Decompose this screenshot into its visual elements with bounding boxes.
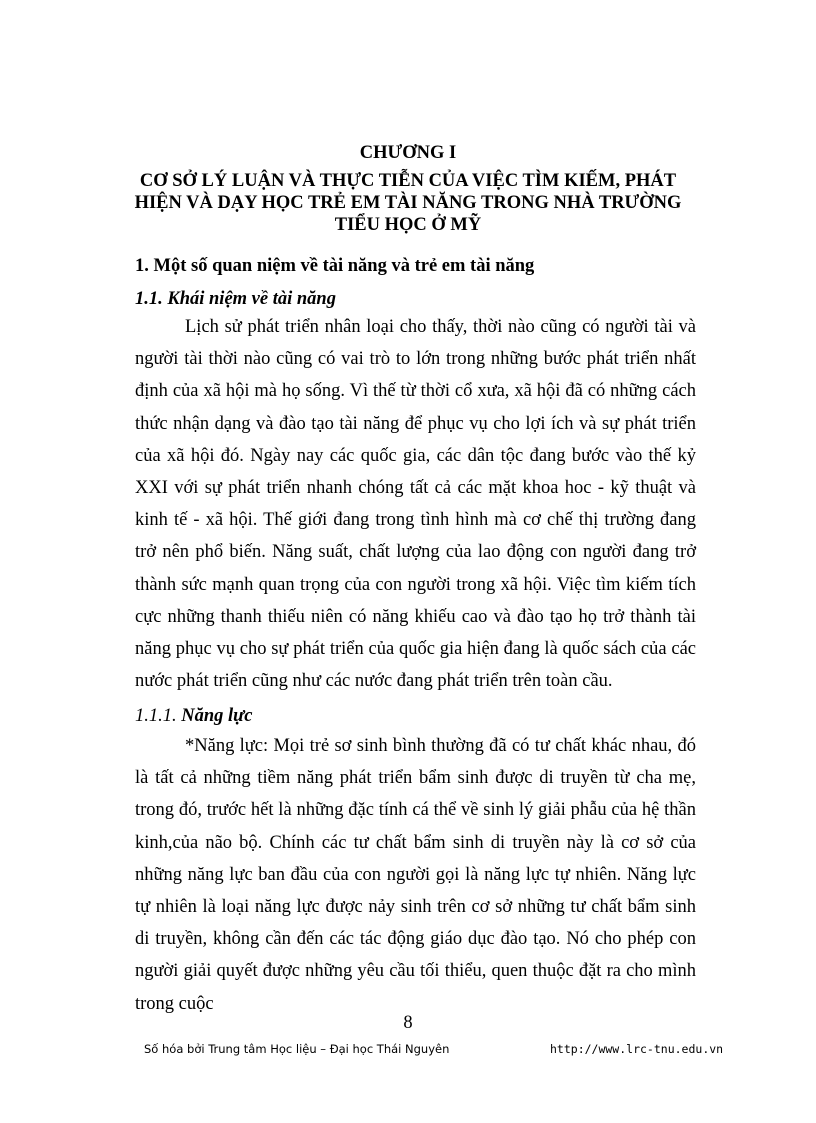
footer-credit: Số hóa bởi Trung tâm Học liệu – Đại học Thái Nguyên (144, 1042, 450, 1056)
subsection-heading: 1.1. Khái niệm về tài năng (135, 289, 336, 309)
chapter-title: CƠ SỞ LÝ LUẬN VÀ THỰC TIỄN CỦA VIỆC TÌM KIẾM, PHÁT HIỆN VÀ DẠY HỌC TRẺ EM TÀI NĂNG TRONG NHÀ TRƯỜNG TIỂU HỌC Ở MỸ (134, 171, 682, 235)
subsubsection-heading (135, 706, 695, 726)
subsubsection-number: 1.1.1. (135, 706, 177, 726)
section-heading: 1. Một số quan niệm về tài năng và trẻ em tài năng (135, 256, 535, 276)
subsubsection-title: Năng lực (181, 706, 253, 726)
body-paragraph: *Năng lực: Mọi trẻ sơ sinh bình thường đã có tư chất khác nhau, đó là tất cả những tiềm năng phát triển bẩm sinh được di truyền từ cha mẹ, trong đó, trước hết là những đặc tính cá thể về sinh lý giải phẫu của hệ thần kinh,của não bộ. Chính các tư chất bẩm sinh di truyền này là cơ sở của những năng lực ban đầu của con người gọi là năng lực tự nhiên. Năng lực tự nhiên là loại năng lực được nảy sinh trên cơ sở những tư chất bẩm sinh di truyền, không cần đến các tác động giáo dục đào tạo. Nó cho phép con người giải quyết được những yêu cầu tối thiểu, quen thuộc đặt ra cho mình trong cuộc (135, 736, 696, 1014)
page-number: 8 (403, 1013, 413, 1033)
footer-url[interactable]: http://www.lrc-tnu.edu.vn (550, 1042, 724, 1056)
body-paragraph: Lịch sử phát triển nhân loại cho thấy, thời nào cũng có người tài và người tài thời nào cũng có vai trò to lớn trong những bước phát triển nhất định của xã hội mà họ sống. Vì thế từ thời cổ xưa, xã hội đã có những cách thức nhận dạng và đào tạo tài năng để phục vụ cho lợi ích và sự phát triển của xã hội đó. Ngày nay các quốc gia, các dân tộc đang bước vào thế kỷ XXI với sự phát triển nhanh chóng tất cả các mặt khoa hoc - kỹ thuật và kinh tế - xã hội. Thế giới đang trong tình hình mà cơ chế thị trường đang trở nên phổ biến. Năng suất, chất lượng của lao động con người đang trở thành sức mạnh quan trọng của con người trong xã hội. Việc tìm kiếm tích cực những thanh thiếu niên có năng khiếu cao và đào tạo họ trở thành tài năng phục vụ cho sự phát triển của quốc gia hiện đang là quốc sách của các nước phát triển cũng như các nước đang phát triển trên toàn cầu. (135, 317, 696, 692)
chapter-label: CHƯƠNG I (359, 143, 457, 163)
